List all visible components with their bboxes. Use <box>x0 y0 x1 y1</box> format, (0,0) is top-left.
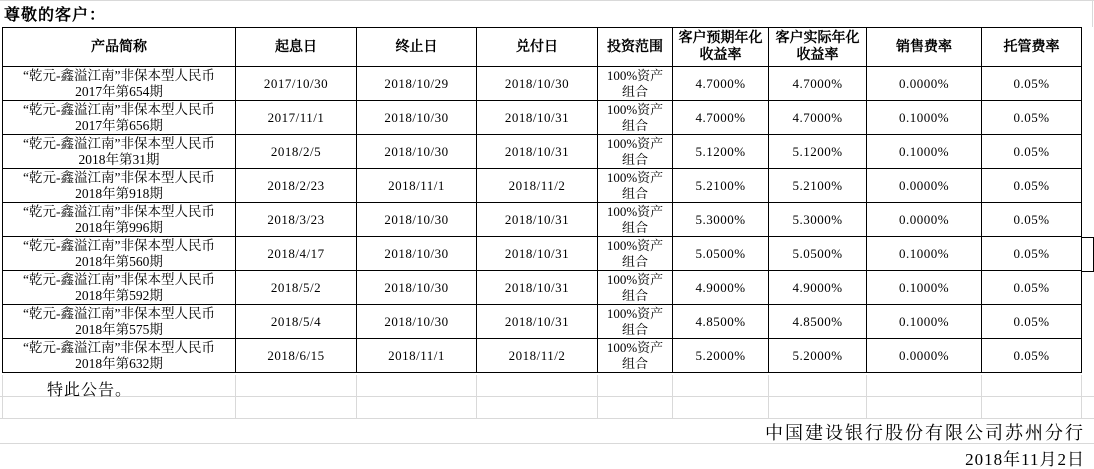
expected-yield-cell: 5.2000% <box>673 339 769 373</box>
sales-fee-cell: 0.1000% <box>867 101 982 135</box>
sales-fee-cell: 0.1000% <box>867 237 982 271</box>
start-date-cell: 2018/6/15 <box>236 339 357 373</box>
pay-date-cell: 2018/11/2 <box>477 169 598 203</box>
table-row <box>3 237 1082 271</box>
actual-yield-cell: 5.0500% <box>769 237 867 271</box>
end-date-cell: 2018/11/1 <box>357 339 477 373</box>
custody-fee-cell: 0.05% <box>982 339 1082 373</box>
actual-yield-cell: 5.2100% <box>769 169 867 203</box>
greeting-text: 尊敬的客户： <box>4 7 107 24</box>
gridline <box>476 375 477 418</box>
gridline <box>0 396 1094 397</box>
header-custody-fee: 托管费率 <box>982 28 1082 67</box>
end-date-cell: 2018/10/30 <box>357 237 477 271</box>
pay-date-cell: 2018/10/31 <box>477 101 598 135</box>
product-table <box>2 27 1082 373</box>
header-pay-date: 兑付日 <box>477 28 598 67</box>
start-date-cell: 2018/5/4 <box>236 305 357 339</box>
gridline <box>356 375 357 418</box>
actual-yield-cell: 4.8500% <box>769 305 867 339</box>
product-name-cell: “乾元-鑫溢江南”非保本型人民币 2017年第654期 <box>3 67 236 101</box>
pay-date-cell: 2018/11/2 <box>477 339 598 373</box>
product-name-cell: “乾元-鑫溢江南”非保本型人民币 2018年第592期 <box>3 271 236 305</box>
sales-fee-cell: 0.0000% <box>867 169 982 203</box>
product-name-cell: “乾元-鑫溢江南”非保本型人民币 2017年第656期 <box>3 101 236 135</box>
expected-yield-cell: 4.9000% <box>673 271 769 305</box>
end-date-cell: 2018/11/1 <box>357 169 477 203</box>
start-date-cell: 2018/5/2 <box>236 271 357 305</box>
table-header-row <box>3 28 1082 67</box>
invest-scope-cell: 100%资产 组合 <box>598 169 673 203</box>
custody-fee-cell: 0.05% <box>982 237 1082 271</box>
pay-date-cell: 2018/10/31 <box>477 135 598 169</box>
start-date-cell: 2018/2/23 <box>236 169 357 203</box>
expected-yield-cell: 5.3000% <box>673 203 769 237</box>
gridline <box>235 375 236 418</box>
expected-yield-cell: 4.7000% <box>673 67 769 101</box>
custody-fee-cell: 0.05% <box>982 67 1082 101</box>
custody-fee-cell: 0.05% <box>982 305 1082 339</box>
start-date-cell: 2018/4/17 <box>236 237 357 271</box>
expected-yield-cell: 4.7000% <box>673 101 769 135</box>
header-actual-yield: 客户实际年化收益率 <box>769 28 867 67</box>
product-name-cell: “乾元-鑫溢江南”非保本型人民币 2018年第632期 <box>3 339 236 373</box>
invest-scope-cell: 100%资产 组合 <box>598 271 673 305</box>
actual-yield-cell: 4.7000% <box>769 67 867 101</box>
custody-fee-cell: 0.05% <box>982 135 1082 169</box>
header-start-date: 起息日 <box>236 28 357 67</box>
product-name-cell: “乾元-鑫溢江南”非保本型人民币 2018年第918期 <box>3 169 236 203</box>
actual-yield-cell: 4.7000% <box>769 101 867 135</box>
invest-scope-cell: 100%资产 组合 <box>598 339 673 373</box>
product-name-cell: “乾元-鑫溢江南”非保本型人民币 2018年第575期 <box>3 305 236 339</box>
pay-date-cell: 2018/10/31 <box>477 271 598 305</box>
pay-date-cell: 2018/10/30 <box>477 67 598 101</box>
publication-date: 2018年11月2日 <box>965 450 1085 469</box>
pay-date-cell: 2018/10/31 <box>477 237 598 271</box>
expected-yield-cell: 5.0500% <box>673 237 769 271</box>
sales-fee-cell: 0.0000% <box>867 203 982 237</box>
custody-fee-cell: 0.05% <box>982 169 1082 203</box>
gridline <box>2 375 3 418</box>
issuer-name: 中国建设银行股份有限公司苏州分行 <box>765 423 1085 443</box>
gridline <box>0 0 1094 1</box>
header-invest-scope: 投资范围 <box>598 28 673 67</box>
table-row <box>3 203 1082 237</box>
invest-scope-cell: 100%资产 组合 <box>598 305 673 339</box>
table-row <box>3 305 1082 339</box>
expected-yield-cell: 5.1200% <box>673 135 769 169</box>
table-row <box>3 271 1082 305</box>
product-name-cell: “乾元-鑫溢江南”非保本型人民币 2018年第996期 <box>3 203 236 237</box>
header-sales-fee: 销售费率 <box>867 28 982 67</box>
start-date-cell: 2017/11/1 <box>236 101 357 135</box>
header-expected-yield: 客户预期年化收益率 <box>673 28 769 67</box>
table-row <box>3 67 1082 101</box>
gridline <box>981 375 982 418</box>
end-date-cell: 2018/10/29 <box>357 67 477 101</box>
table-row <box>3 339 1082 373</box>
start-date-cell: 2018/3/23 <box>236 203 357 237</box>
invest-scope-cell: 100%资产 组合 <box>598 67 673 101</box>
end-date-cell: 2018/10/30 <box>357 305 477 339</box>
header-end-date: 终止日 <box>357 28 477 67</box>
pay-date-cell: 2018/10/31 <box>477 305 598 339</box>
sales-fee-cell: 0.1000% <box>867 135 982 169</box>
header-product-name: 产品简称 <box>3 28 236 67</box>
table-row <box>3 135 1082 169</box>
product-name-cell: “乾元-鑫溢江南”非保本型人民币 2018年第560期 <box>3 237 236 271</box>
expected-yield-cell: 5.2100% <box>673 169 769 203</box>
start-date-cell: 2017/10/30 <box>236 67 357 101</box>
closing-notice: 特此公告。 <box>47 382 133 399</box>
product-name-cell: “乾元-鑫溢江南”非保本型人民币 2018年第31期 <box>3 135 236 169</box>
sales-fee-cell: 0.0000% <box>867 67 982 101</box>
gridline <box>1081 375 1082 418</box>
end-date-cell: 2018/10/30 <box>357 271 477 305</box>
start-date-cell: 2018/2/5 <box>236 135 357 169</box>
gridline <box>1092 0 1093 27</box>
table-row <box>3 169 1082 203</box>
pay-date-cell: 2018/10/31 <box>477 203 598 237</box>
gridline <box>866 375 867 418</box>
gridline <box>672 375 673 418</box>
table-row <box>3 101 1082 135</box>
expected-yield-cell: 4.8500% <box>673 305 769 339</box>
actual-yield-cell: 5.3000% <box>769 203 867 237</box>
end-date-cell: 2018/10/30 <box>357 203 477 237</box>
custody-fee-cell: 0.05% <box>982 203 1082 237</box>
gridline <box>768 375 769 418</box>
actual-yield-cell: 5.2000% <box>769 339 867 373</box>
actual-yield-cell: 5.1200% <box>769 135 867 169</box>
invest-scope-cell: 100%资产 组合 <box>598 135 673 169</box>
gridline <box>597 375 598 418</box>
row6-border-artifact <box>1082 237 1094 272</box>
custody-fee-cell: 0.05% <box>982 271 1082 305</box>
end-date-cell: 2018/10/30 <box>357 135 477 169</box>
invest-scope-cell: 100%资产 组合 <box>598 203 673 237</box>
sales-fee-cell: 0.1000% <box>867 271 982 305</box>
actual-yield-cell: 4.9000% <box>769 271 867 305</box>
custody-fee-cell: 0.05% <box>982 101 1082 135</box>
invest-scope-cell: 100%资产 组合 <box>598 237 673 271</box>
end-date-cell: 2018/10/30 <box>357 101 477 135</box>
sales-fee-cell: 0.1000% <box>867 305 982 339</box>
invest-scope-cell: 100%资产 组合 <box>598 101 673 135</box>
sales-fee-cell: 0.0000% <box>867 339 982 373</box>
